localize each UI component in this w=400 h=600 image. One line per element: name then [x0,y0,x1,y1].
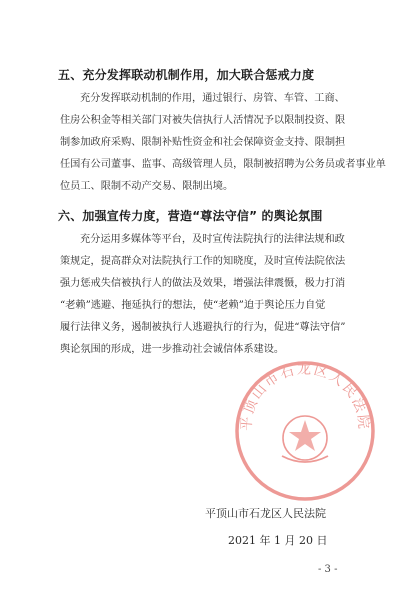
section-5-line-1: 充分发挥联动机制的作用，通过银行、房管、车管、工商、 [80,93,345,104]
section-5-line-4: 任国有公司董事、监事、高级管理人员，限制被招聘为公务员或者事业单 [60,159,386,170]
section-5-line-5: 位员工、限制不动产交易、限制出境。 [60,181,234,192]
section-6-line-2: 策规定，提高群众对法院执行工作的知晓度，及时宣传法院依法 [60,256,346,267]
page-number: - 3 - [318,564,338,575]
signing-date: 2021 年 1 月 20 日 [228,534,328,547]
seal-emblem-icon [282,416,328,462]
court-seal [230,356,380,506]
section-6-line-5: 履行法律义务，遏制被执行人逃避执行的行为，促进“尊法守信” [60,322,346,333]
section-5-paragraph [60,88,386,198]
signing-organization: 平顶山市石龙区人民法院 [205,507,326,520]
section-6-heading: 六、加强宣传力度，营造“尊法守信” 的舆论氛围 [58,209,323,223]
section-6-line-6: 舆论氛围的形成，进一步推动社会诚信体系建设。 [60,344,285,355]
section-6-paragraph [60,229,350,361]
section-5-line-3: 制参加政府采购、限制补贴性资金和社会保障资金支持、限制担 [60,137,346,148]
section-6-line-4: “老赖”逃避、拖延执行的想法，使“老赖”迫于舆论压力自觉 [60,300,326,311]
section-5-line-2: 住房公积金等相关部门对被失信执行人活情况予以限制投资、限 [60,115,346,126]
section-5-heading: 五、充分发挥联动机制作用，加大联合惩戒力度 [58,68,315,82]
section-6-line-3: 强力惩戒失信被执行人的做法及效果，增强法律震慑，极力打消 [60,278,346,289]
section-6-line-1: 充分运用多媒体等平台，及时宣传法院执行的法律法规和政 [80,234,345,245]
seal-text: 平顶山市石龙区人民法院 [238,361,372,432]
